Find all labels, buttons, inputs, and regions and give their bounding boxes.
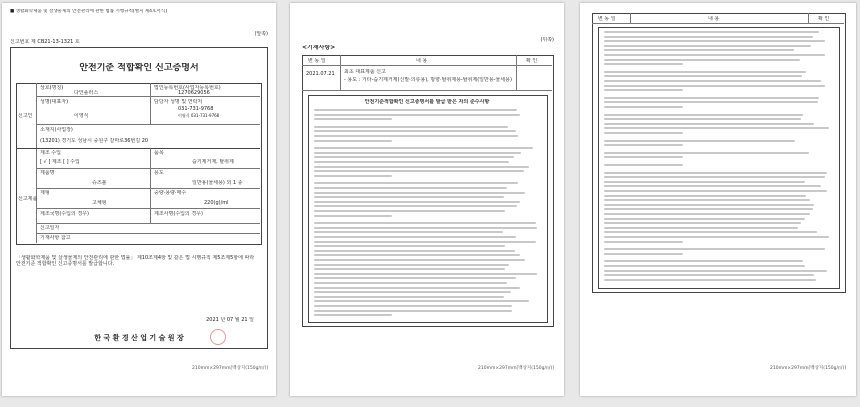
fine-print-line bbox=[604, 97, 819, 99]
fine-print-line bbox=[314, 245, 505, 247]
fine-print-line bbox=[314, 210, 505, 212]
fine-print-line bbox=[314, 196, 504, 198]
official-seal-icon bbox=[210, 329, 226, 345]
fine-print-line bbox=[604, 181, 805, 183]
fine-print-line bbox=[314, 314, 392, 316]
product-name: 슈즈볼 bbox=[92, 180, 107, 186]
fine-print-line bbox=[604, 36, 813, 38]
entry-line-1: 최초 대표제품 신고 bbox=[344, 69, 386, 75]
issuer-name: 한 국 환 경 산 업 기 술 원 장 bbox=[94, 334, 184, 342]
fine-print-line bbox=[604, 213, 810, 215]
fine-print-line bbox=[314, 187, 507, 189]
row-label: 제조사명(수입의 경우) bbox=[154, 211, 203, 217]
col-content: 내 용 bbox=[708, 16, 720, 22]
fine-print-line bbox=[314, 166, 529, 168]
issue-date: 2021 년 07 월 21 일 bbox=[206, 317, 254, 323]
fine-print-line bbox=[604, 45, 811, 47]
fine-print-line bbox=[314, 175, 392, 177]
fine-print-line bbox=[314, 250, 515, 252]
registration-number: 1270629056 bbox=[178, 90, 210, 96]
regulation-note: ■ 생활화학제품 및 살생물제의 안전관리에 관한 법률 시행규칙[별지 제4호서식] bbox=[10, 9, 167, 14]
certificate-statement: 「생활화학제품 및 살생물제의 안전관리에 관한 법률」 제10조제4항 및 같은 법 시행규칙 제5조제5항에 따라 안전기준 적합확인 신고증명서를 발급합니다. bbox=[16, 255, 255, 267]
product-category: 습기제거제, 탈취제 bbox=[192, 159, 234, 165]
fine-print-line bbox=[604, 144, 683, 146]
fine-print-line bbox=[604, 85, 825, 87]
row-label: 담당자 성명 및 연락처 bbox=[154, 99, 203, 105]
fine-print-line bbox=[604, 176, 825, 178]
notes-heading: <기재사항> bbox=[302, 45, 336, 51]
section-product: 신고제품 bbox=[18, 196, 38, 202]
fine-print-line bbox=[314, 264, 509, 266]
fine-print-line bbox=[604, 114, 803, 116]
fine-print-line bbox=[314, 222, 536, 224]
fine-print-line bbox=[604, 123, 814, 125]
fine-print-line bbox=[604, 222, 801, 224]
fine-print-line bbox=[604, 265, 805, 267]
product-usage: 일반용(물세용) 외 1 종 bbox=[192, 180, 243, 186]
notice-title: 안전기준적합확인 신고증명서를 발급 받은 자의 준수사항 bbox=[364, 99, 490, 105]
corner-label: (뒤쪽) bbox=[540, 37, 554, 43]
fine-print-line bbox=[604, 195, 806, 197]
fine-print-line bbox=[604, 241, 683, 243]
fine-print-line bbox=[604, 132, 683, 134]
company-name: 다인플러스 bbox=[74, 90, 99, 96]
fine-print-line bbox=[314, 296, 504, 298]
fine-print-line bbox=[604, 63, 683, 65]
address: (13201) 경기도 성남시 중원구 갈마로36번길 20 bbox=[40, 138, 149, 144]
paper-size-footer: 210mm×297mm[백상지(150g/㎡)] bbox=[191, 366, 268, 371]
paper-size-footer: 210mm×297mm[백상지(150g/㎡)] bbox=[477, 366, 554, 371]
fine-print-line bbox=[604, 248, 825, 250]
row-label: 상호(명칭) bbox=[40, 85, 64, 91]
fine-print-line bbox=[314, 109, 517, 111]
fine-print-line bbox=[314, 201, 520, 203]
certificate-back-page bbox=[290, 3, 564, 396]
entry-line-2: - 용도 : 기타-습기제거제(신발·의류용), 방향·탈취제용-탈취제(일반용-물세용) bbox=[344, 77, 512, 83]
row-label: 기재사항 참고 bbox=[40, 235, 71, 241]
col-change-date: 변 동 일 bbox=[598, 16, 616, 22]
fine-print-line bbox=[314, 215, 392, 217]
col-content: 내 용 bbox=[416, 58, 428, 64]
fine-print-line bbox=[604, 106, 683, 108]
corner-label: (앞쪽) bbox=[254, 31, 268, 37]
certificate-number: 신고번호 제 CB21-13-1321 호 bbox=[10, 39, 80, 45]
fine-print-line bbox=[604, 71, 806, 73]
row-label: 품목 bbox=[154, 150, 164, 156]
fine-print-line bbox=[314, 236, 516, 238]
fine-print-line bbox=[604, 190, 827, 192]
fine-print-line bbox=[604, 54, 825, 56]
fine-print-line bbox=[314, 241, 536, 243]
row-label: 소재지(사업장) bbox=[40, 127, 73, 133]
fine-print-line bbox=[314, 114, 520, 116]
fine-print-line bbox=[314, 135, 518, 137]
fine-print-line bbox=[604, 140, 795, 142]
fine-print-line bbox=[314, 227, 537, 229]
row-label: 제품명 bbox=[40, 170, 55, 176]
fine-print-line bbox=[314, 161, 509, 163]
row-label: 법인등록번호(사업자등록번호) bbox=[154, 85, 221, 91]
fine-print-line bbox=[604, 164, 683, 166]
certificate-notes-page bbox=[580, 3, 856, 396]
paper-size-footer: 210mm×297mm[백상지(150g/㎡)] bbox=[769, 366, 846, 371]
fine-print-line bbox=[314, 287, 520, 289]
entry-date: 2021.07.21 bbox=[306, 71, 335, 77]
fine-print-line bbox=[314, 118, 392, 120]
fine-print-line bbox=[604, 59, 800, 61]
representative-name: 이영식 bbox=[74, 113, 89, 119]
col-confirm: 확 인 bbox=[818, 16, 830, 22]
fine-print-line bbox=[604, 31, 819, 33]
fine-print-line bbox=[604, 199, 810, 201]
fine-print-line bbox=[314, 192, 525, 194]
fine-print-line bbox=[604, 253, 683, 255]
row-label: 제조국명(수입의 경우) bbox=[40, 211, 89, 217]
product-weight: 220(g)/ml bbox=[204, 200, 229, 206]
manufacture-type: [ √ ] 제조 [ ] 수입 bbox=[40, 159, 80, 165]
fine-print-line bbox=[604, 80, 821, 82]
row-label: 제조 수입 bbox=[40, 150, 61, 156]
fine-print-line bbox=[314, 305, 512, 307]
certificate-title: 안전기준 적합확인 신고증명서 bbox=[79, 63, 199, 73]
fine-print-line bbox=[604, 270, 827, 272]
row-label: 중량·용량·매수 bbox=[154, 190, 187, 196]
fine-print-line bbox=[604, 279, 816, 281]
certificate-front-page bbox=[2, 3, 276, 396]
row-label: 제형 bbox=[40, 190, 50, 196]
row-label: 용도 bbox=[154, 170, 164, 176]
fine-print-line bbox=[314, 282, 507, 284]
contact-phone: 031-731-9768 bbox=[178, 106, 214, 112]
fine-print-line bbox=[314, 152, 521, 154]
fine-print-line bbox=[314, 126, 508, 128]
fine-print-line bbox=[604, 227, 798, 229]
fine-print-line bbox=[314, 140, 392, 142]
fine-print-line bbox=[314, 291, 511, 293]
notice-box bbox=[308, 95, 548, 323]
fine-print-line bbox=[604, 172, 827, 174]
fine-print-line bbox=[604, 204, 814, 206]
product-form: 고체형 bbox=[92, 200, 107, 206]
contact-extra: 이영식 031-731-9768 bbox=[178, 113, 220, 118]
fine-print-line bbox=[604, 274, 814, 276]
fine-print-line bbox=[314, 273, 537, 275]
fine-print-line bbox=[604, 40, 825, 42]
fine-print-line bbox=[314, 147, 533, 149]
fine-print-line bbox=[604, 236, 829, 238]
fine-print-line bbox=[604, 218, 805, 220]
fine-print-line bbox=[314, 259, 525, 261]
row-label: 성명(대표자) bbox=[40, 99, 69, 105]
fine-print-line bbox=[314, 310, 512, 312]
col-change-date: 변 동 일 bbox=[308, 58, 326, 64]
fine-print-line bbox=[604, 152, 809, 154]
fine-print-line bbox=[604, 89, 683, 91]
fine-print-line bbox=[314, 268, 505, 270]
fine-print-line bbox=[314, 170, 524, 172]
section-applicant: 신고인 bbox=[18, 113, 33, 119]
row-label: 신고일자 bbox=[40, 225, 60, 231]
fine-print-line bbox=[604, 118, 801, 120]
col-confirm: 확 인 bbox=[526, 58, 538, 64]
